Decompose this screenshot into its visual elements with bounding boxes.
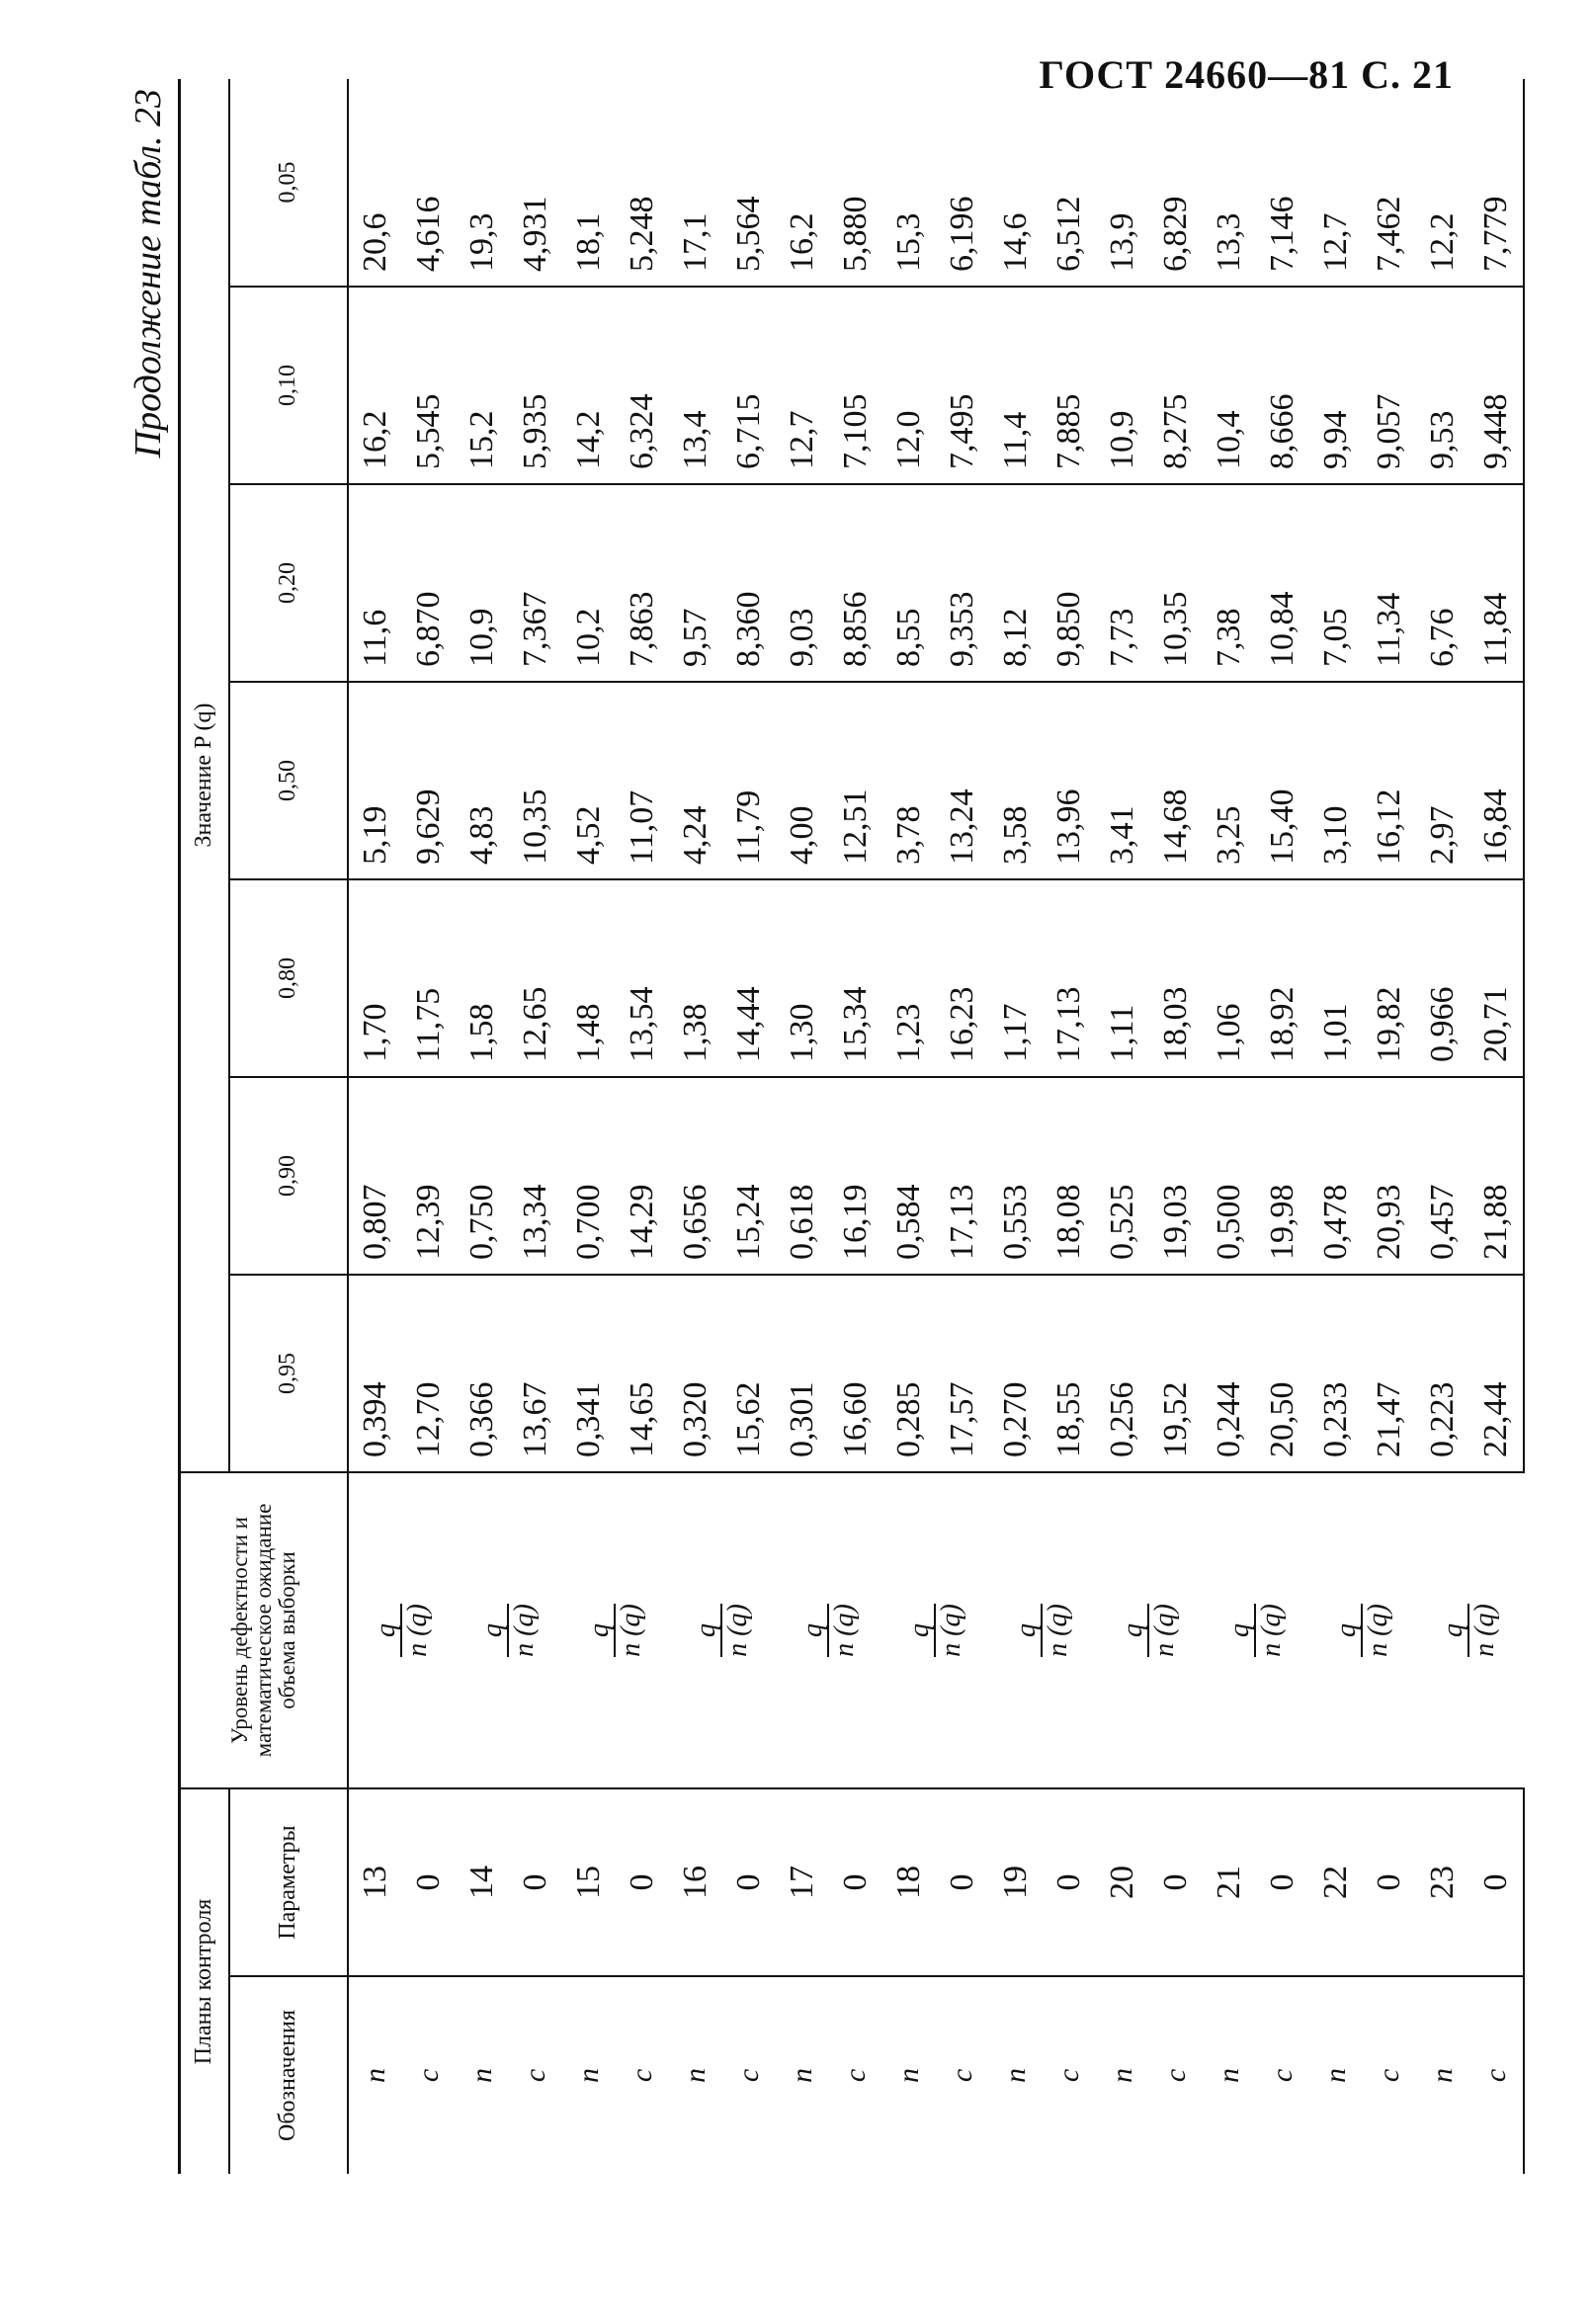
row-value: 0,223 bbox=[1416, 1275, 1469, 1472]
row-value: 19,3 bbox=[456, 79, 509, 287]
row-parameter: 23 bbox=[1416, 1788, 1469, 1976]
table-row bbox=[1469, 79, 1524, 2174]
row-parameter: 21 bbox=[1203, 1788, 1256, 1976]
row-value: 0,750 bbox=[456, 1077, 509, 1275]
row-value: 20,71 bbox=[1469, 879, 1524, 1077]
row-parameter: 14 bbox=[456, 1788, 509, 1976]
row-parameter: 0 bbox=[722, 1788, 776, 1976]
row-value: 9,03 bbox=[776, 484, 829, 682]
row-level-fraction bbox=[669, 1472, 776, 1788]
row-value: 12,65 bbox=[509, 879, 562, 1077]
header-p-col: 0,80 bbox=[229, 879, 348, 1077]
row-value: 0,966 bbox=[1416, 879, 1469, 1077]
row-value: 21,88 bbox=[1469, 1077, 1524, 1275]
row-parameter: 0 bbox=[509, 1788, 562, 1976]
row-value: 0,341 bbox=[562, 1275, 616, 1472]
row-value: 14,2 bbox=[562, 287, 616, 484]
row-value: 11,34 bbox=[1363, 484, 1416, 682]
row-designation: n bbox=[785, 2068, 818, 2083]
row-designation: n bbox=[1105, 2068, 1138, 2083]
row-designation: c bbox=[1469, 1976, 1524, 2174]
table-row bbox=[456, 79, 509, 2174]
row-value: 3,78 bbox=[882, 682, 936, 879]
row-value: 14,44 bbox=[722, 879, 776, 1077]
row-value: 15,34 bbox=[829, 879, 882, 1077]
row-level-fraction bbox=[1416, 1472, 1524, 1788]
row-designation: c bbox=[518, 2068, 551, 2083]
row-designation: n bbox=[348, 1976, 402, 2174]
row-value: 0,700 bbox=[562, 1077, 616, 1275]
row-value: 7,779 bbox=[1469, 79, 1524, 287]
level-n-q: n (q) bbox=[1362, 1604, 1393, 1657]
row-level-fraction bbox=[776, 1472, 882, 1788]
row-designation: c bbox=[1372, 2068, 1405, 2083]
row-value: 11,07 bbox=[616, 682, 669, 879]
row-level-fraction bbox=[1203, 1472, 1309, 1788]
table-row bbox=[1309, 79, 1363, 2174]
row-value: 20,93 bbox=[1363, 1077, 1416, 1275]
row-value: 7,495 bbox=[936, 287, 989, 484]
header-p-col: 0,90 bbox=[229, 1077, 348, 1275]
row-value: 9,057 bbox=[1363, 287, 1416, 484]
table-row bbox=[509, 79, 562, 2174]
row-value: 20,50 bbox=[1256, 1275, 1309, 1472]
row-designation: n bbox=[571, 2068, 605, 2083]
row-value: 5,545 bbox=[402, 287, 456, 484]
row-value: 11,4 bbox=[989, 287, 1043, 484]
table-row bbox=[669, 79, 722, 2174]
header-p-col: 0,95 bbox=[229, 1275, 348, 1472]
row-value: 1,30 bbox=[776, 879, 829, 1077]
table-row bbox=[936, 79, 989, 2174]
row-value: 12,7 bbox=[1309, 79, 1363, 287]
row-value: 0,301 bbox=[776, 1275, 829, 1472]
level-n-q: n (q) bbox=[828, 1604, 860, 1657]
row-value: 6,512 bbox=[1043, 79, 1096, 287]
row-value: 0,553 bbox=[989, 1077, 1043, 1275]
row-designation: n bbox=[1212, 2068, 1245, 2083]
row-level-fraction bbox=[348, 1472, 456, 1788]
row-value: 7,73 bbox=[1096, 484, 1149, 682]
table-row bbox=[989, 79, 1043, 2174]
header-p-col: 0,05 bbox=[229, 79, 348, 287]
header-plans: Планы контроля bbox=[180, 1788, 229, 2174]
header-parameters: Параметры bbox=[229, 1788, 348, 1976]
level-n-q: n (q) bbox=[1042, 1604, 1073, 1657]
row-value: 18,55 bbox=[1043, 1275, 1096, 1472]
row-value: 0,244 bbox=[1203, 1275, 1256, 1472]
row-value: 18,03 bbox=[1149, 879, 1203, 1077]
row-value: 9,53 bbox=[1416, 287, 1469, 484]
row-value: 4,616 bbox=[402, 79, 456, 287]
row-value: 19,82 bbox=[1363, 879, 1416, 1077]
table-row bbox=[1363, 79, 1416, 2174]
row-value: 8,55 bbox=[882, 484, 936, 682]
row-value: 9,57 bbox=[669, 484, 722, 682]
table-row bbox=[882, 79, 936, 2174]
row-value: 6,829 bbox=[1149, 79, 1203, 287]
row-value: 4,00 bbox=[776, 682, 829, 879]
table-row bbox=[1149, 79, 1203, 2174]
level-n-q: n (q) bbox=[401, 1604, 433, 1657]
level-q: q bbox=[1330, 1623, 1362, 1637]
row-value: 0,478 bbox=[1309, 1077, 1363, 1275]
row-value: 16,12 bbox=[1363, 682, 1416, 879]
row-value: 1,23 bbox=[882, 879, 936, 1077]
row-value: 7,462 bbox=[1363, 79, 1416, 287]
level-q: q bbox=[583, 1623, 615, 1637]
table-row bbox=[829, 79, 882, 2174]
row-value: 15,2 bbox=[456, 287, 509, 484]
row-value: 14,6 bbox=[989, 79, 1043, 287]
table-row bbox=[402, 79, 456, 2174]
row-value: 10,4 bbox=[1203, 287, 1256, 484]
row-parameter: 0 bbox=[402, 1788, 456, 1976]
row-value: 0,270 bbox=[989, 1275, 1043, 1472]
row-value: 6,715 bbox=[722, 287, 776, 484]
row-value: 11,79 bbox=[722, 682, 776, 879]
table-row bbox=[722, 79, 776, 2174]
row-value: 6,870 bbox=[402, 484, 456, 682]
row-designation: c bbox=[731, 2068, 765, 2083]
level-q: q bbox=[1117, 1623, 1148, 1637]
row-level-fraction bbox=[989, 1472, 1096, 1788]
row-value: 10,2 bbox=[562, 484, 616, 682]
header-p-col: 0,50 bbox=[229, 682, 348, 879]
header-level: Уровень дефектности и математическое ожидание объема выборки bbox=[180, 1472, 348, 1788]
row-value: 7,105 bbox=[829, 287, 882, 484]
table-row bbox=[616, 79, 669, 2174]
row-value: 0,457 bbox=[1416, 1077, 1469, 1275]
row-value: 3,58 bbox=[989, 682, 1043, 879]
level-q: q bbox=[476, 1623, 508, 1637]
row-designation: c bbox=[411, 2068, 445, 2083]
row-level-fraction bbox=[882, 1472, 989, 1788]
row-level-fraction bbox=[1096, 1472, 1203, 1788]
row-value: 19,98 bbox=[1256, 1077, 1309, 1275]
row-value: 13,67 bbox=[509, 1275, 562, 1472]
level-q: q bbox=[796, 1623, 828, 1637]
row-designation: n bbox=[891, 2068, 925, 2083]
row-value: 13,96 bbox=[1043, 682, 1096, 879]
table-row bbox=[1043, 79, 1096, 2174]
row-value: 7,38 bbox=[1203, 484, 1256, 682]
row-value: 1,58 bbox=[456, 879, 509, 1077]
row-value: 0,500 bbox=[1203, 1077, 1256, 1275]
row-value: 0,584 bbox=[882, 1077, 936, 1275]
row-value: 14,68 bbox=[1149, 682, 1203, 879]
level-q: q bbox=[1438, 1623, 1468, 1637]
row-value: 7,146 bbox=[1256, 79, 1309, 287]
rotated-table-area bbox=[119, 79, 1522, 2174]
row-value: 11,84 bbox=[1469, 484, 1524, 682]
row-value: 19,52 bbox=[1149, 1275, 1203, 1472]
table-row bbox=[1256, 79, 1309, 2174]
row-parameter: 19 bbox=[989, 1788, 1043, 1976]
row-parameter: 0 bbox=[936, 1788, 989, 1976]
level-q: q bbox=[903, 1623, 935, 1637]
row-value: 1,06 bbox=[1203, 879, 1256, 1077]
row-value: 0,366 bbox=[456, 1275, 509, 1472]
header-p-col: 0,20 bbox=[229, 484, 348, 682]
row-value: 7,863 bbox=[616, 484, 669, 682]
row-parameter: 0 bbox=[1149, 1788, 1203, 1976]
row-value: 8,360 bbox=[722, 484, 776, 682]
row-parameter: 0 bbox=[1469, 1788, 1524, 1976]
row-value: 22,44 bbox=[1469, 1275, 1524, 1472]
row-value: 8,275 bbox=[1149, 287, 1203, 484]
row-value: 7,367 bbox=[509, 484, 562, 682]
row-value: 17,57 bbox=[936, 1275, 989, 1472]
row-value: 6,324 bbox=[616, 287, 669, 484]
row-parameter: 20 bbox=[1096, 1788, 1149, 1976]
row-designation: n bbox=[678, 2068, 712, 2083]
row-value: 12,2 bbox=[1416, 79, 1469, 287]
table-caption: Продолжение табл. 23 bbox=[127, 89, 169, 458]
row-value: 4,83 bbox=[456, 682, 509, 879]
row-value: 10,84 bbox=[1256, 484, 1309, 682]
row-value: 16,2 bbox=[776, 79, 829, 287]
row-value: 17,13 bbox=[1043, 879, 1096, 1077]
row-parameter: 0 bbox=[1256, 1788, 1309, 1976]
row-value: 5,880 bbox=[829, 79, 882, 287]
level-n-q: n (q) bbox=[1148, 1604, 1180, 1657]
row-value: 19,03 bbox=[1149, 1077, 1203, 1275]
row-value: 0,656 bbox=[669, 1077, 722, 1275]
row-value: 13,24 bbox=[936, 682, 989, 879]
row-value: 9,353 bbox=[936, 484, 989, 682]
table-row bbox=[348, 79, 402, 2174]
row-value: 7,05 bbox=[1309, 484, 1363, 682]
row-level-fraction bbox=[562, 1472, 669, 1788]
table-row bbox=[1416, 79, 1469, 2174]
table-row bbox=[776, 79, 829, 2174]
row-value: 0,394 bbox=[348, 1275, 402, 1472]
row-parameter: 0 bbox=[1363, 1788, 1416, 1976]
row-level-fraction bbox=[456, 1472, 562, 1788]
row-value: 4,52 bbox=[562, 682, 616, 879]
row-value: 3,41 bbox=[1096, 682, 1149, 879]
level-n-q: n (q) bbox=[935, 1604, 966, 1657]
header-designation: Обозначения bbox=[229, 1976, 348, 2174]
level-q: q bbox=[370, 1623, 401, 1637]
row-value: 0,285 bbox=[882, 1275, 936, 1472]
row-designation: n bbox=[1425, 2068, 1459, 2083]
row-value: 0,807 bbox=[348, 1077, 402, 1275]
level-q: q bbox=[1223, 1623, 1255, 1637]
row-parameter: 0 bbox=[616, 1788, 669, 1976]
row-value: 0,618 bbox=[776, 1077, 829, 1275]
row-value: 16,84 bbox=[1469, 682, 1524, 879]
row-value: 3,10 bbox=[1309, 682, 1363, 879]
row-designation: c bbox=[1051, 2068, 1085, 2083]
level-q: q bbox=[1010, 1623, 1042, 1637]
level-n-q: n (q) bbox=[1469, 1604, 1500, 1657]
table-row bbox=[562, 79, 616, 2174]
page-header: ГОСТ 24660—81 С. 21 bbox=[1039, 52, 1454, 97]
row-parameter: 0 bbox=[829, 1788, 882, 1976]
row-value: 13,54 bbox=[616, 879, 669, 1077]
row-value: 8,666 bbox=[1256, 287, 1309, 484]
row-value: 12,39 bbox=[402, 1077, 456, 1275]
row-designation: n bbox=[464, 2068, 498, 2083]
row-value: 13,4 bbox=[669, 287, 722, 484]
row-value: 18,08 bbox=[1043, 1077, 1096, 1275]
row-value: 10,9 bbox=[456, 484, 509, 682]
row-designation: c bbox=[1265, 2068, 1299, 2083]
row-parameter: 0 bbox=[1043, 1788, 1096, 1976]
level-q: q bbox=[690, 1623, 721, 1637]
row-value: 1,38 bbox=[669, 879, 722, 1077]
row-designation: n bbox=[998, 2068, 1032, 2083]
table-row bbox=[1203, 79, 1256, 2174]
level-n-q: n (q) bbox=[615, 1604, 646, 1657]
table-row bbox=[1096, 79, 1149, 2174]
row-value: 17,13 bbox=[936, 1077, 989, 1275]
row-value: 1,70 bbox=[348, 879, 402, 1077]
row-value: 14,65 bbox=[616, 1275, 669, 1472]
header-p-col: 0,10 bbox=[229, 287, 348, 484]
row-designation: c bbox=[1158, 2068, 1192, 2083]
row-value: 20,6 bbox=[348, 79, 402, 287]
row-value: 12,70 bbox=[402, 1275, 456, 1472]
row-value: 1,17 bbox=[989, 879, 1043, 1077]
row-value: 13,3 bbox=[1203, 79, 1256, 287]
row-value: 8,12 bbox=[989, 484, 1043, 682]
row-parameter: 17 bbox=[776, 1788, 829, 1976]
row-value: 11,6 bbox=[348, 484, 402, 682]
row-parameter: 18 bbox=[882, 1788, 936, 1976]
row-value: 18,92 bbox=[1256, 879, 1309, 1077]
row-value: 4,24 bbox=[669, 682, 722, 879]
row-value: 16,19 bbox=[829, 1077, 882, 1275]
row-value: 16,2 bbox=[348, 287, 402, 484]
row-value: 13,9 bbox=[1096, 79, 1149, 287]
row-parameter: 13 bbox=[348, 1788, 402, 1976]
row-value: 4,931 bbox=[509, 79, 562, 287]
row-value: 9,850 bbox=[1043, 484, 1096, 682]
row-level-fraction bbox=[1309, 1472, 1416, 1788]
row-value: 1,11 bbox=[1096, 879, 1149, 1077]
row-value: 12,51 bbox=[829, 682, 882, 879]
row-value: 10,9 bbox=[1096, 287, 1149, 484]
row-value: 12,0 bbox=[882, 287, 936, 484]
row-value: 10,35 bbox=[509, 682, 562, 879]
row-parameter: 22 bbox=[1309, 1788, 1363, 1976]
row-value: 1,01 bbox=[1309, 879, 1363, 1077]
row-value: 5,935 bbox=[509, 287, 562, 484]
row-value: 1,48 bbox=[562, 879, 616, 1077]
row-value: 0,233 bbox=[1309, 1275, 1363, 1472]
row-value: 9,629 bbox=[402, 682, 456, 879]
row-value: 6,76 bbox=[1416, 484, 1469, 682]
row-value: 18,1 bbox=[562, 79, 616, 287]
row-parameter: 16 bbox=[669, 1788, 722, 1976]
row-value: 5,248 bbox=[616, 79, 669, 287]
level-n-q: n (q) bbox=[721, 1604, 753, 1657]
row-value: 16,23 bbox=[936, 879, 989, 1077]
row-value: 15,24 bbox=[722, 1077, 776, 1275]
row-value: 13,34 bbox=[509, 1077, 562, 1275]
row-value: 9,448 bbox=[1469, 287, 1524, 484]
row-value: 0,525 bbox=[1096, 1077, 1149, 1275]
row-value: 15,62 bbox=[722, 1275, 776, 1472]
row-value: 10,35 bbox=[1149, 484, 1203, 682]
row-value: 5,19 bbox=[348, 682, 402, 879]
row-value: 7,885 bbox=[1043, 287, 1096, 484]
row-designation: n bbox=[1318, 2068, 1352, 2083]
row-value: 6,196 bbox=[936, 79, 989, 287]
level-n-q: n (q) bbox=[508, 1604, 540, 1657]
row-value: 16,60 bbox=[829, 1275, 882, 1472]
row-value: 15,40 bbox=[1256, 682, 1309, 879]
row-value: 2,97 bbox=[1416, 682, 1469, 879]
row-value: 0,256 bbox=[1096, 1275, 1149, 1472]
row-designation: c bbox=[625, 2068, 658, 2083]
row-value: 17,1 bbox=[669, 79, 722, 287]
row-parameter: 15 bbox=[562, 1788, 616, 1976]
level-n-q: n (q) bbox=[1255, 1604, 1287, 1657]
row-value: 0,320 bbox=[669, 1275, 722, 1472]
row-value: 5,564 bbox=[722, 79, 776, 287]
row-value: 9,94 bbox=[1309, 287, 1363, 484]
row-value: 3,25 bbox=[1203, 682, 1256, 879]
row-value: 8,856 bbox=[829, 484, 882, 682]
row-value: 14,29 bbox=[616, 1077, 669, 1275]
data-table bbox=[178, 79, 1525, 2174]
row-designation: c bbox=[945, 2068, 978, 2083]
header-value-p: Значение P (q) bbox=[180, 79, 229, 1472]
row-value: 11,75 bbox=[402, 879, 456, 1077]
row-value: 12,7 bbox=[776, 287, 829, 484]
row-designation: c bbox=[838, 2068, 872, 2083]
row-value: 15,3 bbox=[882, 79, 936, 287]
row-value: 21,47 bbox=[1363, 1275, 1416, 1472]
